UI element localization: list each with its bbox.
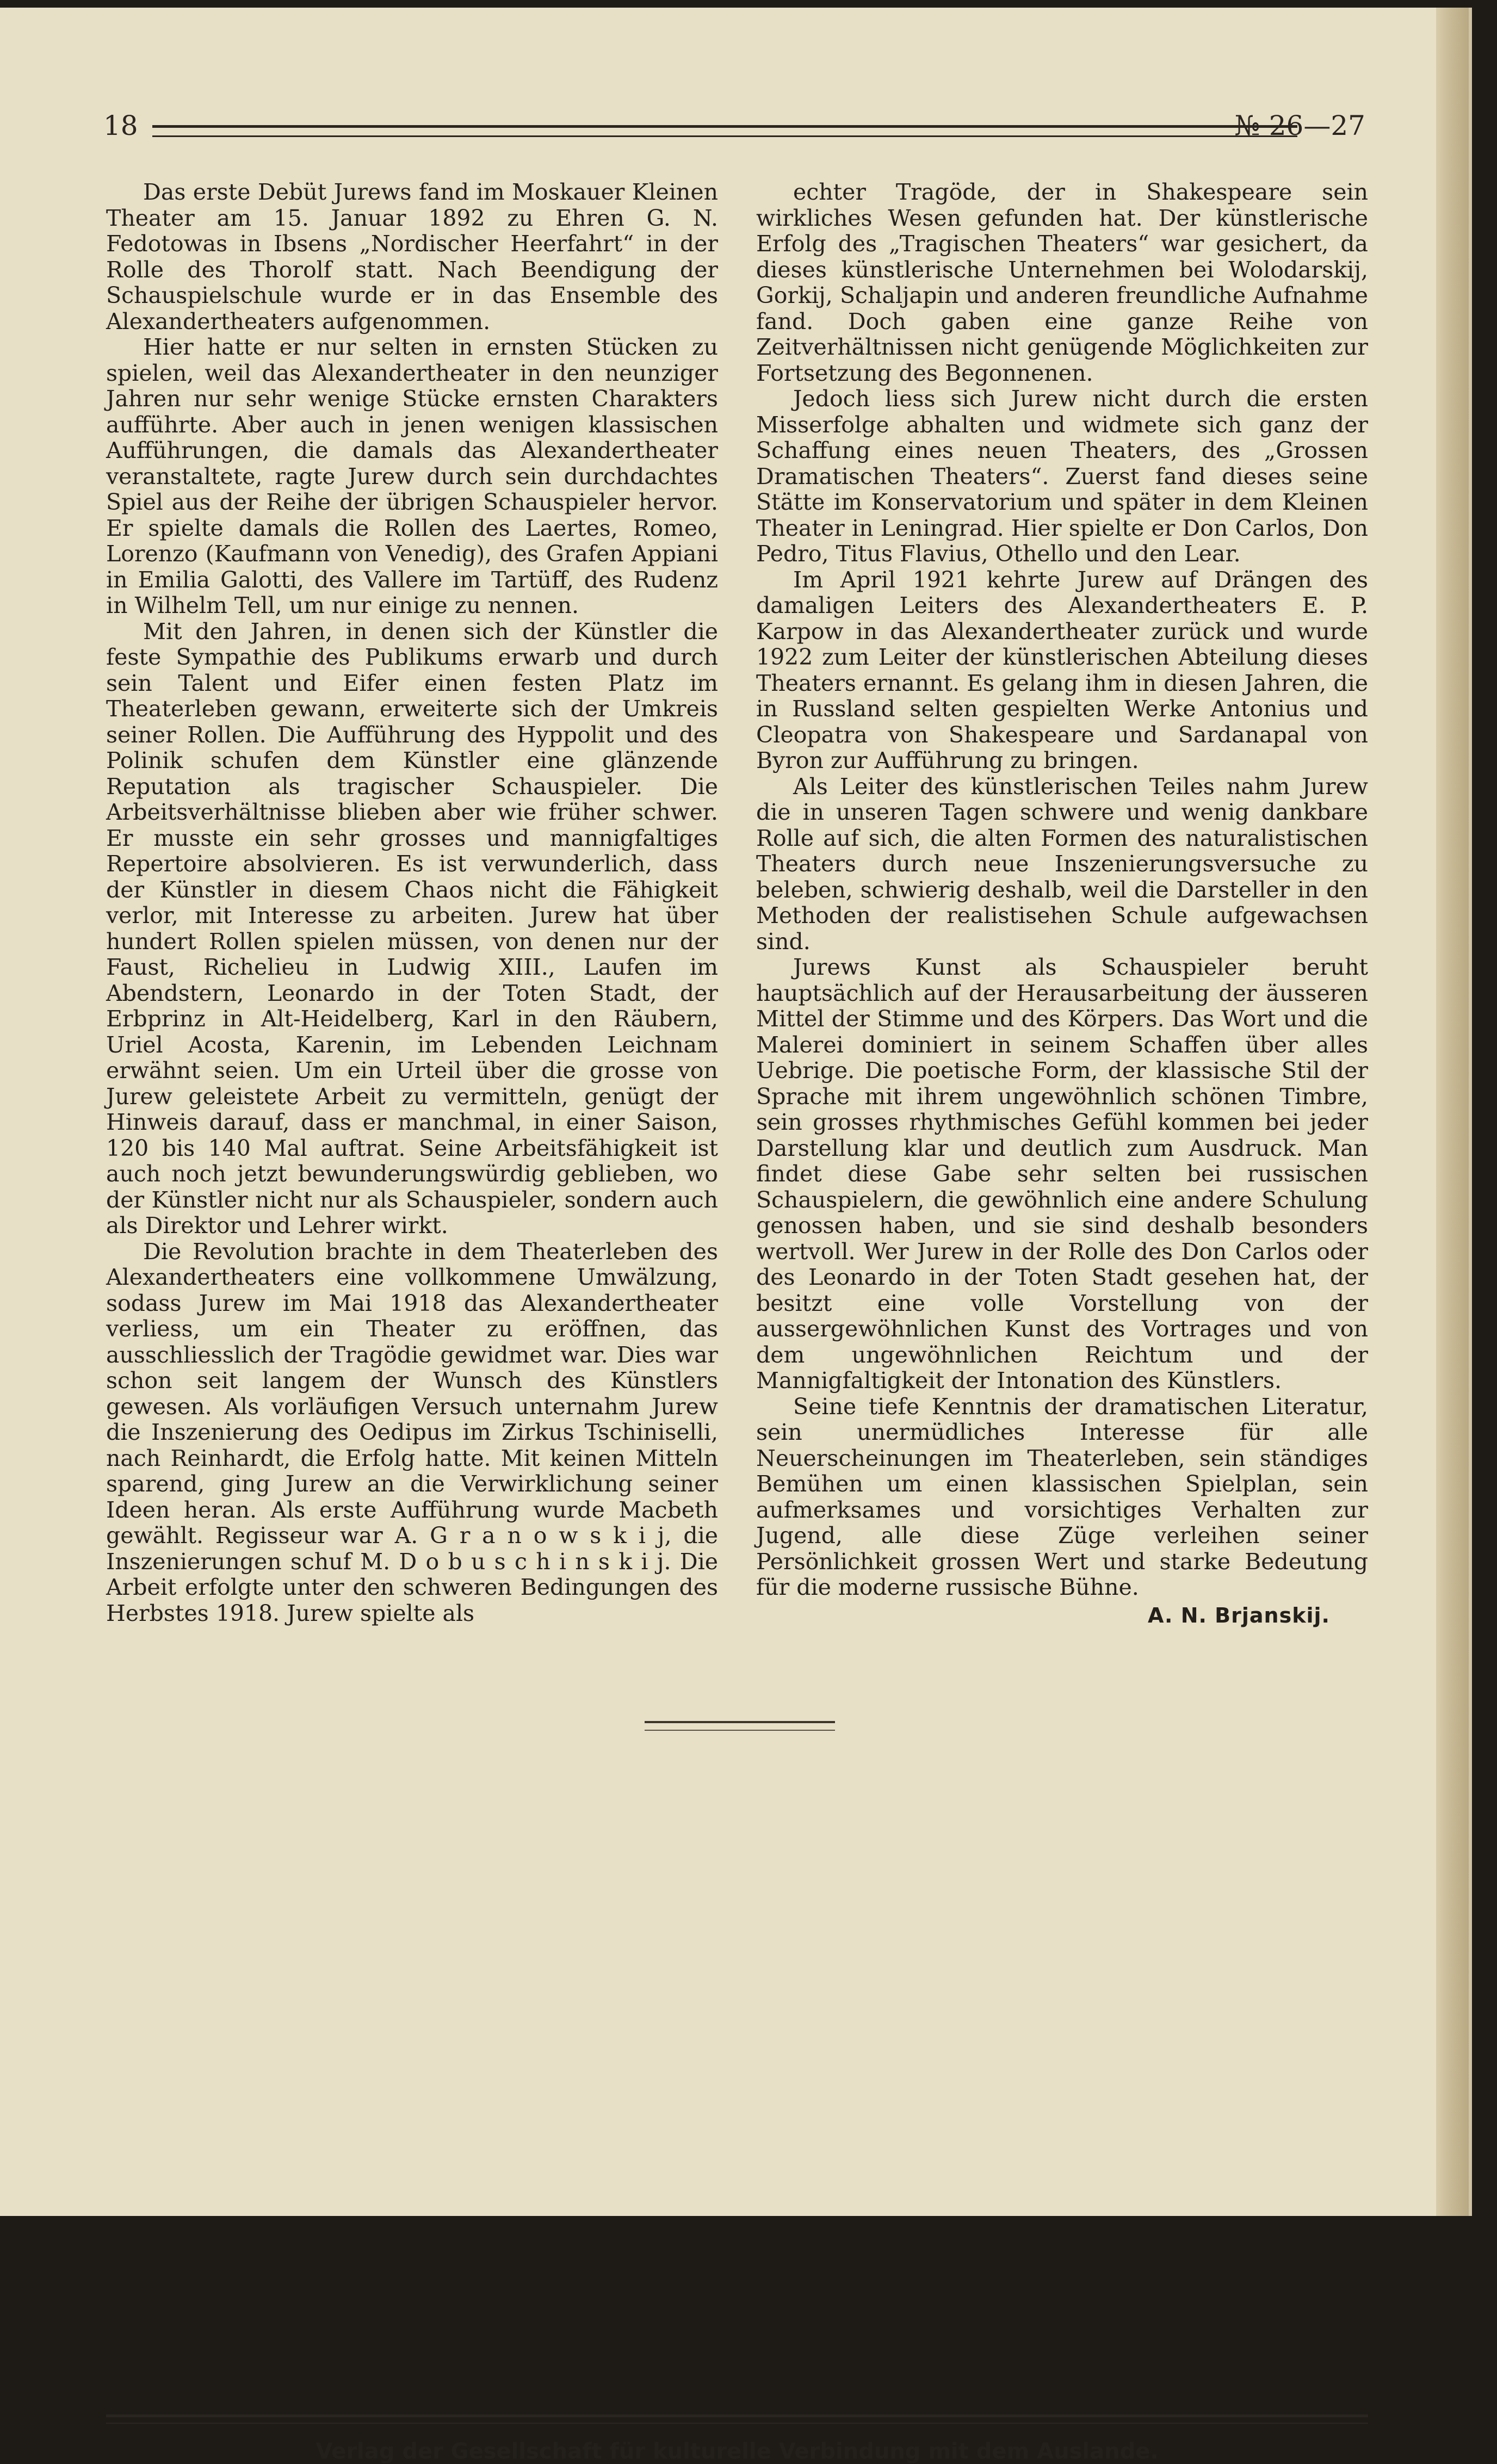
- paragraph: Jedoch liess sich Jurew nicht durch die ersten Misserfolge abhalten und widmete sich ganz der Schaffung eines neuen Theaters, des „Grossen Dramatischen Theaters“. Zuerst fand dieses seine Stätte im Konservatorium und später in dem Kleinen Theater in Leningrad. Hier spielte er Don Carlos, Don Pedro, Titus Flavius, Othello und den Lear.: [756, 386, 1368, 567]
- left-column: [106, 179, 718, 1626]
- magazine-page: [0, 8, 1472, 2464]
- footer-rule: [106, 2415, 1368, 2424]
- paragraph: echter Tragöde, der in Shakespeare sein wirkliches Wesen gefunden hat. Der künstlerische Erfolg des „Tragischen Theaters“ war gesichert, da dieses künstlerische Unternehmen bei Wolodarskij, Gorkij, Schaljapin und anderen freundliche Aufnahme fand. Doch gaben eine ganze Reihe von Zeitverhältnissen nicht genügende Möglichkeiten zur Fortsetzung des Begonnenen.: [756, 179, 1368, 386]
- header-rule: [152, 125, 1297, 137]
- publisher-line: Verlag der Gesellschaft für kulturelle Verbindung mit dem Auslande.: [316, 2439, 1159, 2464]
- paragraph: Seine tiefe Kenntnis der dramatischen Literatur, sein unermüdliches Interesse für alle Neuerscheinungen im Theaterleben, sein ständiges Bemühen um einen klassischen Spielplan, sein aufmerksames und vorsichtiges Verhalten zur Jugend, alle diese Züge verleihen seiner Persönlichkeit grossen Wert und starke Bedeutung für die moderne russische Bühne.: [756, 1393, 1368, 1600]
- right-column: [756, 179, 1368, 1629]
- paragraph: Hier hatte er nur selten in ernsten Stücken zu spielen, weil das Alexandertheater in den neunziger Jahren nur sehr wenige Stücke ernsten Charakters aufführte. Aber auch in jenen wenigen klassischen Aufführungen, die damals das Alexandertheater veranstaltete, ragte Jurew durch sein durchdachtes Spiel aus der Reihe der übrigen Schauspieler hervor. Er spielte damals die Rollen des Laertes, Romeo, Lorenzo (Kaufmann von Venedig), des Grafen Appiani in Emilia Galotti, des Vallere im Tartüff, des Rudenz in Wilhelm Tell, um nur einige zu nennen.: [106, 334, 718, 618]
- author-signature: A. N. Brjanskij.: [1147, 1603, 1330, 1627]
- page-number: 18: [103, 110, 138, 141]
- paragraph: Als Leiter des künstlerischen Teiles nahm Jurew die in unseren Tagen schwere und wenig dankbare Rolle auf sich, die alten Formen des naturalistischen Theaters durch neue Inszenierungsversuche zu beleben, schwierig deshalb, weil die Darsteller in den Methoden der realistisehen Schule aufgewachsen sind.: [756, 773, 1368, 955]
- issue-number: № 26—27: [1234, 110, 1365, 141]
- paragraph: Die Revolution brachte in dem Theaterleben des Alexandertheaters eine vollkommene Umwälzung, sodass Jurew im Mai 1918 das Alexandertheater verliess, um ein Theater zu eröffnen, das ausschliesslich der Tragödie gewidmet war. Dies war schon seit langem der Wunsch des Künstlers gewesen. Als vorläufigen Versuch unternahm Jurew die Inszenierung des Oedipus im Zirkus Tschiniselli, nach Reinhardt, die Erfolg hatte. Mit keinen Mitteln sparend, ging Jurew an die Verwirklichung seiner Ideen heran. Als erste Aufführung wurde Macbeth gewählt. Regisseur war A. G r a n o w s k i j, die Inszenierungen schuf M. D o b u s c h i n s k i j. Die Arbeit erfolgte unter den schweren Bedingungen des Herbstes 1918. Jurew spielte als: [106, 1238, 718, 1626]
- paragraph: Jurews Kunst als Schauspieler beruht hauptsächlich auf der Herausarbeitung der äusseren Mittel der Stimme und des Körpers. Das Wort und die Malerei dominiert in seinem Schaffen über alles Uebrige. Die poetische Form, der klassische Stil der Sprache mit ihrem ungewöhnlich schönen Timbre, sein grosses rhythmisches Gefühl kommen bei jeder Darstellung klar und deutlich zum Ausdruck. Man findet diese Gabe sehr selten bei russischen Schauspielern, die gewöhnlich eine andere Schulung genossen haben, und sie sind deshalb besonders wertvoll. Wer Jurew in der Rolle des Don Carlos oder des Leonardo in der Toten Stadt gesehen hat, der besitzt eine volle Vorstellung von der aussergewöhnlichen Kunst des Vortrages und von dem ungewöhnlichen Reichtum und der Mannigfaltigkeit der Intonation des Künstlers.: [756, 954, 1368, 1394]
- paragraph: Im April 1921 kehrte Jurew auf Drängen des damaligen Leiters des Alexandertheaters E. P. Karpow in das Alexandertheater zurück und wurde 1922 zum Leiter der künstlerischen Abteilung dieses Theaters ernannt. Es gelang ihm in diesen Jahren, die in Russland selten gespielten Werke Antonius und Cleopatra von Shakespeare und Sardanapal von Byron zur Aufführung zu bringen.: [756, 566, 1368, 773]
- section-divider: [645, 1721, 835, 1731]
- page-spine: [1436, 8, 1469, 2216]
- page-header: [103, 110, 1365, 148]
- paragraph: Das erste Debüt Jurews fand im Moskauer Kleinen Theater am 15. Januar 1892 zu Ehren G. N. Fedotowas in Ibsens „Nordischer Heerfahrt“ in der Rolle des Thorolf statt. Nach Beendigung der Schauspielschule wurde er in das Ensemble des Alexandertheaters aufgenommen.: [106, 179, 718, 335]
- paragraph: Mit den Jahren, in denen sich der Künstler die feste Sympathie des Publikums erwarb und durch sein Talent und Eifer einen festen Platz im Theaterleben gewann, erweiterte sich der Umkreis seiner Rollen. Die Aufführung des Hyppolit und des Polinik schufen dem Künstler eine glänzende Reputation als tragischer Schauspieler. Die Arbeitsverhältnisse blieben aber wie früher schwer. Er musste ein sehr grosses und mannigfaltiges Repertoire absolvieren. Es ist verwunderlich, dass der Künstler in diesem Chaos nicht die Fähigkeit verlor, mit Interesse zu arbeiten. Jurew hat über hundert Rollen spielen müssen, von denen nur der Faust, Richelieu in Ludwig XIII., Laufen im Abendstern, Leonardo in der Toten Stadt, der Erbprinz in Alt-Heidelberg, Karl in den Räubern, Uriel Acosta, Karenin, im Lebenden Leichnam erwähnt seien. Um ein Urteil über die grosse von Jurew geleistete Arbeit zu vermitteln, genügt der Hinweis darauf, dass er manchmal, in einer Saison, 120 bis 140 Mal auftrat. Seine Arbeitsfähigkeit ist auch noch jetzt bewunderungswürdig geblieben, wo der Künstler nicht nur als Schauspieler, sondern auch als Direktor und Lehrer wirkt.: [106, 618, 718, 1239]
